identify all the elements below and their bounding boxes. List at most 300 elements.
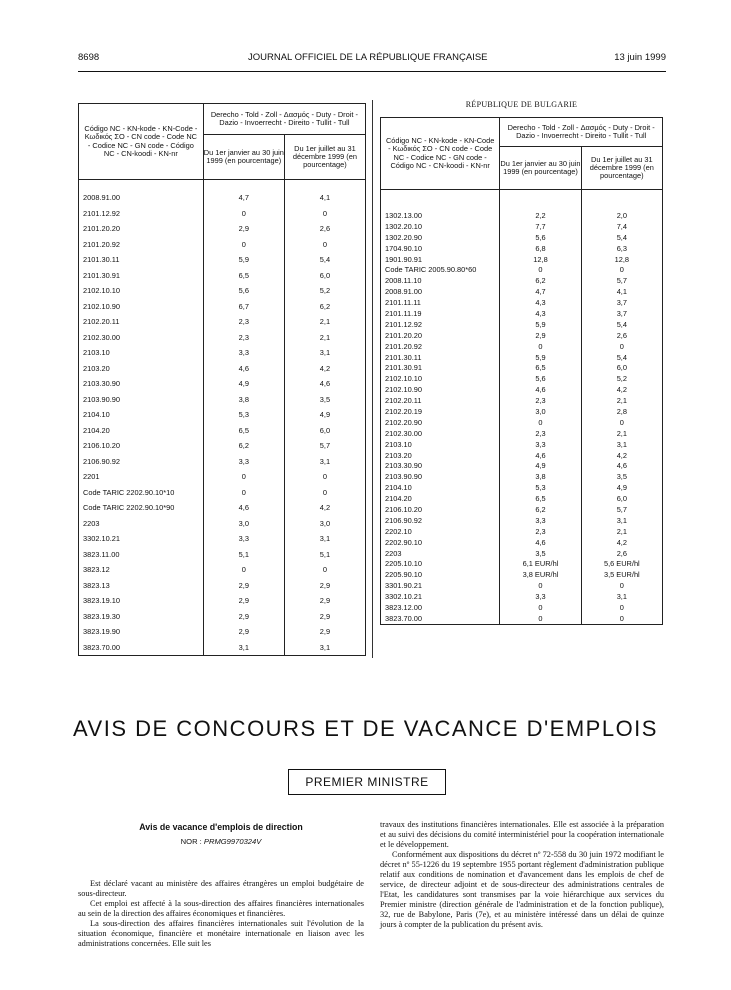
rate-h2-cell: 0 [284,237,365,253]
table-row [79,283,366,299]
period2-header-right: Du 1er juillet au 31 décembre 1999 (en pourcentage) [581,147,662,190]
cn-code-cell: 1302.13.00 [381,210,500,221]
cn-code-cell: 2106.90.92 [381,515,500,526]
cn-code-cell: 1302.20.10 [381,221,500,232]
cn-code-cell: 3823.19.30 [79,609,204,625]
rate-h2-cell: 2,6 [581,548,662,559]
table-row [381,569,663,580]
rate-h2-cell: 2,9 [284,624,365,640]
rate-h2-cell: 5,7 [581,275,662,286]
cn-code-cell: 2008.91.00 [79,190,204,206]
cn-code-cell: 2106.10.20 [381,504,500,515]
rate-h1-cell: 2,9 [203,624,284,640]
rate-h2-cell: 3,5 EUR/hl [581,569,662,580]
rate-h1-cell: 0 [500,341,581,352]
table-row [79,547,366,563]
rate-h2-cell: 4,2 [284,500,365,516]
rate-h1-cell: 4,7 [500,286,581,297]
rate-h1-cell: 3,8 EUR/hl [500,569,581,580]
journal-title: JOURNAL OFFICIEL DE LA RÉPUBLIQUE FRANÇAISE [248,52,488,63]
rate-h2-cell: 3,1 [581,591,662,602]
table-row [79,268,366,284]
cn-code-cell: 2102.10.90 [79,299,204,315]
cn-code-cell: 2102.20.90 [381,417,500,428]
table-row [79,237,366,253]
table-row [79,485,366,501]
rate-h2-cell: 4,1 [581,286,662,297]
rate-h1-cell: 6,8 [500,243,581,254]
table-row [381,559,663,570]
cn-code-cell: 2103.30.90 [381,460,500,471]
issue-date: 13 juin 1999 [614,52,666,63]
cn-code-cell: 2201 [79,469,204,485]
rate-h2-cell: 3,1 [284,640,365,656]
rate-h1-cell: 0 [500,417,581,428]
notice-paragraph: La sous-direction des affaires financières internationales suit l'évolution de la situation économique, financière et monétaire internationale en liaison avec les administrations concernées. Elle suit les [78,919,364,948]
rate-h1-cell: 2,3 [500,395,581,406]
rate-h2-cell: 6,0 [284,423,365,439]
section-title: AVIS DE CONCOURS ET DE VACANCE D'EMPLOIS [73,716,658,741]
cn-code-cell: 2106.90.92 [79,454,204,470]
table-row [381,537,663,548]
notice-right-column [380,820,664,930]
cn-code-cell: 2104.20 [381,493,500,504]
table-row [79,299,366,315]
rate-h2-cell: 0 [284,469,365,485]
cn-code-cell: Code TARIC 2005.90.80*60 [381,264,500,275]
rate-h1-cell: 4,9 [203,376,284,392]
rate-h2-cell: 5,7 [284,438,365,454]
rate-h1-cell: 4,6 [203,500,284,516]
rate-h2-cell: 5,2 [284,283,365,299]
rate-h2-cell: 3,5 [284,392,365,408]
cn-code-cell: 2101.12.92 [79,206,204,222]
rate-h1-cell: 6,5 [500,493,581,504]
rate-h1-cell: 0 [203,562,284,578]
spacer-row [79,180,366,191]
rate-h2-cell: 4,2 [581,537,662,548]
code-column-header-right: Código NC - KN-kode - KN-Code - Κωδικός ΣΟ - CN code - Code NC - Codice NC - GN code - Código NC - CN-koodi - KN-nr [381,118,500,190]
table-row [381,243,663,254]
spacer-row [381,190,663,211]
rate-h2-cell: 5,4 [581,232,662,243]
table-row [381,210,663,221]
cn-code-cell: 2203 [79,516,204,532]
rate-h1-cell: 3,3 [203,531,284,547]
nor-reference [78,837,364,847]
table-row [381,482,663,493]
cn-code-cell: 2203 [381,548,500,559]
cn-code-cell: 2101.11.11 [381,297,500,308]
rate-h2-cell: 5,1 [284,547,365,563]
rate-h2-cell: 2,1 [581,428,662,439]
rate-h1-cell: 5,3 [500,482,581,493]
notice-paragraph: Cet emploi est affecté à la sous-direction des affaires financières internationales au sein de la direction des affaires économiques et financières. [78,899,364,918]
table-row [381,417,663,428]
table-row [79,516,366,532]
column-divider [372,100,373,658]
cn-code-cell: 2102.20.11 [381,395,500,406]
rate-h2-cell: 3,1 [284,531,365,547]
rate-h2-cell: 2,9 [284,578,365,594]
cn-code-cell: 2102.20.11 [79,314,204,330]
rate-h2-cell: 12,8 [581,254,662,265]
code-column-header: Código NC - KN-kode - KN-Code - Κωδικός ΣΟ - CN code - Code NC - Codice NC - GN code - Código NC - CN-koodi - KN-nr [79,104,204,180]
rate-h1-cell: 6,7 [203,299,284,315]
table-row [381,254,663,265]
rate-h2-cell: 2,1 [284,330,365,346]
cn-code-cell: 3823.19.90 [79,624,204,640]
table-row [381,275,663,286]
rate-h2-cell: 3,7 [581,308,662,319]
table-row [381,591,663,602]
rate-h1-cell: 5,1 [203,547,284,563]
table-row [381,428,663,439]
table-row [79,361,366,377]
cn-code-cell: 3823.11.00 [79,547,204,563]
page-header [78,52,666,66]
cn-code-cell: 3823.12 [79,562,204,578]
ministry-box: PREMIER MINISTRE [288,769,446,795]
table-row [79,609,366,625]
tariff-table-right [380,117,663,625]
cn-code-cell: 2102.20.19 [381,406,500,417]
table-row [79,190,366,206]
cn-code-cell: 2101.12.92 [381,319,500,330]
table-row [381,515,663,526]
table-row [79,392,366,408]
cn-code-cell: 1901.90.91 [381,254,500,265]
cn-code-cell: 2102.10.90 [381,384,500,395]
rate-h1-cell: 5,6 [500,373,581,384]
table-row [381,264,663,275]
country-title: RÉPUBLIQUE DE BULGARIE [465,100,578,109]
cn-code-cell: 2008.11.10 [381,275,500,286]
header-rule [78,71,666,72]
table-row [79,345,366,361]
period1-header: Du 1er janvier au 30 juin 1999 (en pourcentage) [203,135,284,180]
rate-h2-cell: 6,0 [581,362,662,373]
rate-h1-cell: 12,8 [500,254,581,265]
cn-code-cell: 3823.19.10 [79,593,204,609]
period1-header-right: Du 1er janvier au 30 juin 1999 (en pourcentage) [500,147,581,190]
rate-h1-cell: 6,2 [203,438,284,454]
rate-h1-cell: 0 [500,264,581,275]
cn-code-cell: 2102.30.00 [381,428,500,439]
table-row [381,439,663,450]
rate-h2-cell: 4,2 [284,361,365,377]
cn-code-cell: 1704.90.10 [381,243,500,254]
tariff-table-left [78,103,366,656]
notice-left-column [78,820,364,949]
rate-h1-cell: 0 [203,206,284,222]
rate-h2-cell: 0 [581,264,662,275]
table-row [381,221,663,232]
rate-h2-cell: 3,1 [284,345,365,361]
rate-h1-cell: 6,5 [500,362,581,373]
cn-code-cell: 2101.20.92 [381,341,500,352]
rate-h1-cell: 3,8 [203,392,284,408]
rate-h1-cell: 3,3 [203,454,284,470]
rate-h2-cell: 0 [581,602,662,613]
table-row [381,308,663,319]
rate-h2-cell: 4,6 [284,376,365,392]
table-row [79,438,366,454]
rate-h1-cell: 6,2 [500,504,581,515]
cn-code-cell: 3823.70.00 [79,640,204,656]
rate-h2-cell: 0 [581,580,662,591]
rate-h2-cell: 2,9 [284,609,365,625]
table-row [79,221,366,237]
rate-h2-cell: 3,7 [581,297,662,308]
rate-h2-cell: 6,3 [581,243,662,254]
table-row [79,252,366,268]
cn-code-cell: 2103.10 [79,345,204,361]
table-row [381,602,663,613]
rate-h2-cell: 2,0 [581,210,662,221]
rate-h1-cell: 4,6 [500,384,581,395]
table-row [381,548,663,559]
notice-paragraph: travaux des institutions financières internationales. Elle est associée à la préparation et au suivi des décisions du comité interministériel pour la coopération internationale et le développement. [380,820,664,849]
rate-h2-cell: 4,9 [581,482,662,493]
table-row [79,454,366,470]
table-row [79,593,366,609]
cn-code-cell: 2101.20.92 [79,237,204,253]
rate-h1-cell: 5,9 [500,352,581,363]
rate-h1-cell: 3,1 [203,640,284,656]
rate-h2-cell: 5,4 [284,252,365,268]
rate-h2-cell: 6,2 [284,299,365,315]
rate-h2-cell: 3,1 [581,515,662,526]
cn-code-cell: Code TARIC 2202.90.10*10 [79,485,204,501]
rate-h1-cell: 0 [500,613,581,624]
rate-h2-cell: 3,0 [284,516,365,532]
cn-code-cell: 2101.20.20 [79,221,204,237]
rate-h2-cell: 2,9 [284,593,365,609]
cn-code-cell: 3823.13 [79,578,204,594]
table-row [79,376,366,392]
rate-h1-cell: 0 [203,469,284,485]
table-row [381,395,663,406]
rate-h2-cell: 2,1 [581,395,662,406]
table-row [381,450,663,461]
rate-h2-cell: 4,2 [581,384,662,395]
duty-column-header: Derecho - Told - Zoll - Δασμός - Duty - Droit - Dazio - Invoerrecht - Direito - Tullit - Tull [203,104,365,135]
cn-code-cell: 1302.20.90 [381,232,500,243]
table-row [381,471,663,482]
rate-h2-cell: 0 [581,417,662,428]
table-row [381,319,663,330]
left-table-body [79,180,366,656]
table-row [79,314,366,330]
rate-h2-cell: 5,6 EUR/hl [581,559,662,570]
page-number: 8698 [78,52,100,63]
rate-h2-cell: 2,1 [581,526,662,537]
table-row [79,531,366,547]
cn-code-cell: Code TARIC 2202.90.10*90 [79,500,204,516]
notice-paragraph: Est déclaré vacant au ministère des affaires étrangères un emploi budgétaire de sous-directeur. [78,879,364,898]
cn-code-cell: 2101.11.19 [381,308,500,319]
rate-h2-cell: 0 [581,613,662,624]
rate-h2-cell: 4,2 [581,450,662,461]
rate-h1-cell: 4,3 [500,297,581,308]
cn-code-cell: 3301.90.21 [381,580,500,591]
notice-paragraph: Conformément aux dispositions du décret nº 72-558 du 30 juin 1972 modifiant le décret nº 55-1226 du 19 septembre 1955 portant règlement d'administration publique relatif aux conditions de nomination et d'avancement dans les emplois de chef de service, de directeur adjoint et de sous-directeur des administrations centrales de l'Etat, les candidatures sont transmises par la voie hiérarchique aux services du Premier ministre (direction générale de l'administration et de la fonction publique), 32, rue de Babylone, Paris (7e), et au ministère intéressé dans un délai de quinze jours à compter de la publication du présent avis. [380,850,664,929]
table-row [79,624,366,640]
rate-h2-cell: 3,1 [581,439,662,450]
rate-h2-cell: 0 [284,485,365,501]
cn-code-cell: 2205.90.10 [381,569,500,580]
nor-label: NOR : [180,837,204,846]
rate-h1-cell: 4,9 [500,460,581,471]
table-row [381,613,663,624]
rate-h1-cell: 2,3 [500,526,581,537]
rate-h1-cell: 0 [203,237,284,253]
cn-code-cell: 2102.10.10 [79,283,204,299]
rate-h2-cell: 5,2 [581,373,662,384]
table-row [79,578,366,594]
rate-h2-cell: 5,4 [581,352,662,363]
cn-code-cell: 2104.10 [79,407,204,423]
cn-code-cell: 2104.20 [79,423,204,439]
rate-h1-cell: 2,9 [203,593,284,609]
rate-h1-cell: 4,6 [203,361,284,377]
rate-h1-cell: 5,9 [203,252,284,268]
rate-h2-cell: 4,9 [284,407,365,423]
rate-h1-cell: 2,3 [203,330,284,346]
cn-code-cell: 2103.10 [381,439,500,450]
cn-code-cell: 3302.10.21 [381,591,500,602]
table-row [381,504,663,515]
rate-h1-cell: 3,5 [500,548,581,559]
rate-h1-cell: 3,3 [500,515,581,526]
rate-h1-cell: 6,2 [500,275,581,286]
rate-h1-cell: 2,9 [203,609,284,625]
duty-column-header-right: Derecho - Told - Zoll - Δασμός - Duty - Droit - Dazio - Invoerrecht - Direito - Tullit - Tull [500,118,663,147]
table-row [79,500,366,516]
rate-h2-cell: 5,4 [581,319,662,330]
table-row [79,206,366,222]
cn-code-cell: 2008.91.00 [381,286,500,297]
cn-code-cell: 2202.10 [381,526,500,537]
rate-h2-cell: 0 [284,562,365,578]
rate-h1-cell: 4,6 [500,537,581,548]
notice-title: Avis de vacance d'emplois de direction [139,822,303,832]
period2-header: Du 1er juillet au 31 décembre 1999 (en pourcentage) [284,135,365,180]
rate-h1-cell: 5,9 [500,319,581,330]
rate-h2-cell: 4,1 [284,190,365,206]
cn-code-cell: 2103.20 [381,450,500,461]
cn-code-cell: 3823.70.00 [381,613,500,624]
rate-h1-cell: 4,6 [500,450,581,461]
cn-code-cell: 3823.12.00 [381,602,500,613]
cn-code-cell: 2101.30.91 [381,362,500,373]
rate-h2-cell: 4,6 [581,460,662,471]
table-row [381,286,663,297]
rate-h1-cell: 7,7 [500,221,581,232]
table-row [79,330,366,346]
rate-h2-cell: 0 [581,341,662,352]
nor-code: PRMG9970324V [203,837,262,846]
cn-code-cell: 2202.90.10 [381,537,500,548]
cn-code-cell: 2103.20 [79,361,204,377]
cn-code-cell: 2104.10 [381,482,500,493]
rate-h2-cell: 7,4 [581,221,662,232]
table-row [381,362,663,373]
rate-h1-cell: 5,6 [500,232,581,243]
table-row [79,469,366,485]
table-row [79,640,366,656]
rate-h1-cell: 5,6 [203,283,284,299]
rate-h1-cell: 3,0 [500,406,581,417]
rate-h2-cell: 2,6 [284,221,365,237]
table-row [381,373,663,384]
rate-h1-cell: 5,3 [203,407,284,423]
table-row [381,406,663,417]
cn-code-cell: 2101.20.20 [381,330,500,341]
cn-code-cell: 2101.30.91 [79,268,204,284]
cn-code-cell: 2101.30.11 [79,252,204,268]
rate-h2-cell: 3,5 [581,471,662,482]
cn-code-cell: 2102.30.00 [79,330,204,346]
rate-h1-cell: 3,3 [203,345,284,361]
table-row [381,460,663,471]
table-row [381,330,663,341]
rate-h1-cell: 3,8 [500,471,581,482]
rate-h1-cell: 6,5 [203,423,284,439]
rate-h1-cell: 0 [203,485,284,501]
rate-h1-cell: 6,5 [203,268,284,284]
cn-code-cell: 2103.90.90 [381,471,500,482]
rate-h2-cell: 6,0 [284,268,365,284]
rate-h2-cell: 5,7 [581,504,662,515]
cn-code-cell: 2205.10.10 [381,559,500,570]
rate-h1-cell: 3,0 [203,516,284,532]
table-row [381,297,663,308]
cn-code-cell: 2101.30.11 [381,352,500,363]
cn-code-cell: 2102.10.10 [381,373,500,384]
cn-code-cell: 3302.10.21 [79,531,204,547]
rate-h1-cell: 3,3 [500,591,581,602]
rate-h1-cell: 2,9 [203,221,284,237]
table-row [381,352,663,363]
rate-h2-cell: 3,1 [284,454,365,470]
rate-h2-cell: 6,0 [581,493,662,504]
table-row [381,580,663,591]
rate-h2-cell: 2,1 [284,314,365,330]
rate-h1-cell: 4,3 [500,308,581,319]
rate-h1-cell: 2,9 [203,578,284,594]
rate-h1-cell: 2,2 [500,210,581,221]
rate-h1-cell: 6,1 EUR/hl [500,559,581,570]
rate-h1-cell: 2,3 [500,428,581,439]
rate-h1-cell: 2,3 [203,314,284,330]
rate-h1-cell: 0 [500,602,581,613]
rate-h2-cell: 2,6 [581,330,662,341]
table-row [381,341,663,352]
right-table-body [381,190,663,625]
table-row [79,423,366,439]
rate-h1-cell: 3,3 [500,439,581,450]
table-row [79,407,366,423]
rate-h2-cell: 2,8 [581,406,662,417]
table-row [381,493,663,504]
table-row [381,232,663,243]
table-row [381,384,663,395]
table-row [381,526,663,537]
rate-h1-cell: 0 [500,580,581,591]
rate-h1-cell: 2,9 [500,330,581,341]
